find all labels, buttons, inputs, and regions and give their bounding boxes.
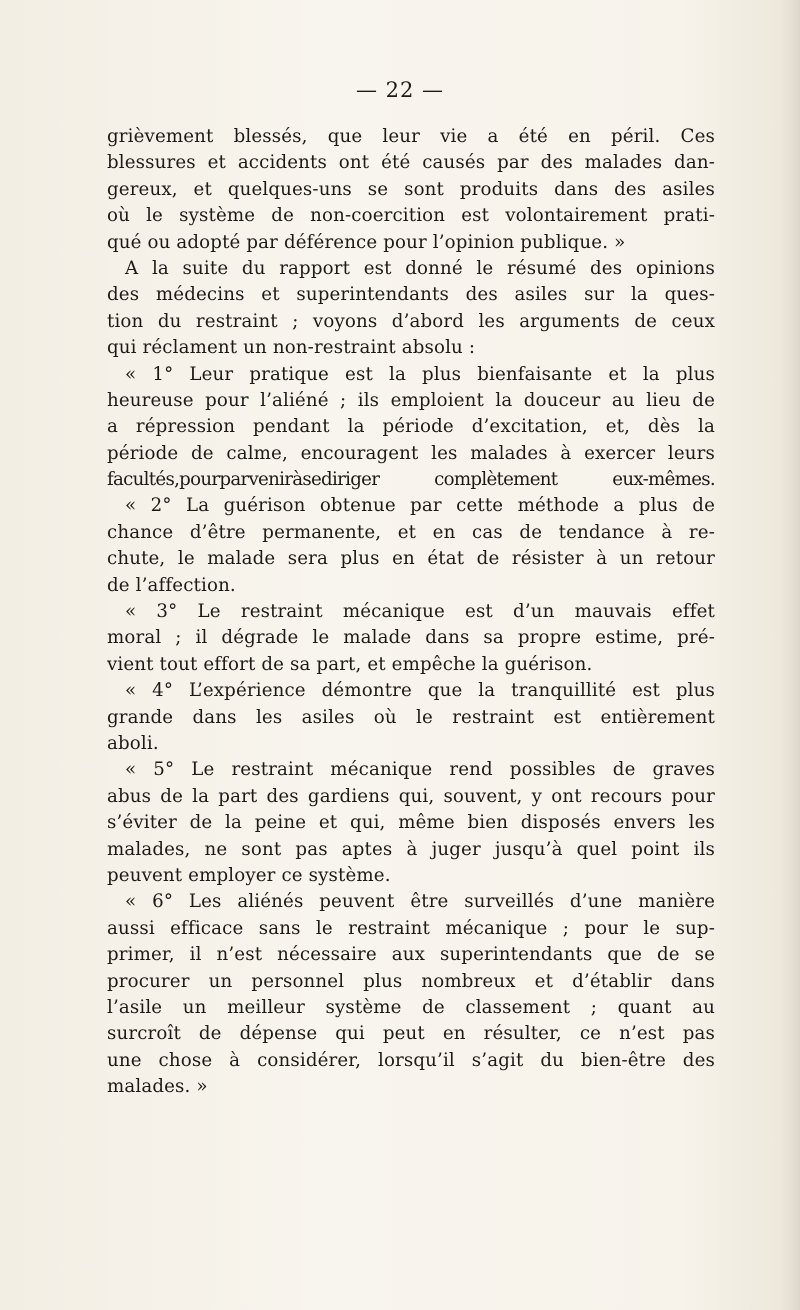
body-text — [107, 124, 715, 1100]
text-line: grièvement blessés, que leur vie a été en péril. Ces — [107, 126, 715, 147]
text-line: procurer un personnel plus nombreux et d’établir dans — [107, 970, 715, 992]
text-line: chute, le malade sera plus en état de résister à un retour — [107, 548, 715, 570]
text-line: abus de la part des gardiens qui, souvent, y ont recours pour — [107, 785, 715, 807]
text-line: « 1° Leur pratique est la plus bienfaisante et la plus — [125, 363, 715, 385]
text-line: vient tout effort de sa part, et empêche la guérison. — [107, 653, 593, 675]
text-line: heureuse pour l’aliéné ; ils emploient la douceur au lieu de — [107, 389, 715, 411]
text-line: tion du restraint ; voyons d’abord les arguments de ceux — [107, 310, 715, 332]
text-line: de l’affection. — [107, 574, 236, 596]
text-line: « 2° La guérison obtenue par cette méthode a plus de — [125, 495, 715, 517]
text-line: chance d’être permanente, et en cas de tendance à re- — [107, 521, 715, 543]
text-line: malades. » — [107, 1076, 208, 1098]
text-line: « 4° L’expérience démontre que la tranquillité est plus — [125, 680, 715, 702]
text-line: blessures et accidents ont été causés par des malades dan- — [107, 152, 715, 174]
text-line: primer, il n’est nécessaire aux superintendants que de se — [107, 944, 715, 966]
text-line: « 5° Le restraint mécanique rend possibles de graves — [125, 759, 715, 781]
page-edge — [778, 0, 800, 1310]
text-line: qué ou adopté par déférence pour l’opinion publique. » — [107, 231, 626, 253]
text-line: peuvent employer ce système. — [107, 864, 391, 886]
text-line: malades, ne sont pas aptes à juger jusqu’à quel point ils — [107, 838, 715, 860]
text-line: s’éviter de la peine et qui, même bien disposés envers les — [107, 812, 715, 834]
text-line: qui réclament un non-restraint absolu : — [107, 337, 476, 359]
text-line: gereux, et quelques-uns se sont produits dans des asiles — [107, 178, 715, 200]
text-line: des médecins et superintendants des asiles sur la ques- — [107, 284, 715, 306]
text-line: facultés,pourparveniràsediriger complètement eux-mêmes. — [107, 469, 715, 491]
text-line: période de calme, encouragent les malades à exercer leurs — [107, 442, 715, 464]
text-line: surcroît de dépense qui peut en résulter, ce n’est pas — [107, 1023, 715, 1045]
text-line: aussi efficace sans le restraint mécanique ; pour le sup- — [107, 917, 715, 939]
text-line: l’asile un meilleur système de classement ; quant au — [107, 996, 715, 1018]
text-line: où le système de non-coercition est volontairement prati- — [107, 205, 715, 227]
text-line: « 3° Le restraint mécanique est d’un mauvais effet — [125, 601, 715, 623]
text-line: moral ; il dégrade le malade dans sa propre estime, pré- — [107, 627, 715, 649]
text-line: grande dans les asiles où le restraint est entièrement — [107, 706, 715, 728]
page-number: — 22 — — [355, 78, 445, 102]
text-line: A la suite du rapport est donné le résumé des opinions — [125, 257, 715, 279]
text-line: une chose à considérer, lorsqu’il s’agit du bien-être des — [107, 1049, 715, 1071]
text-line: « 6° Les aliénés peuvent être surveillés d’une manière — [125, 891, 715, 913]
text-line: aboli. — [107, 732, 159, 754]
text-line: a répression pendant la période d’excitation, et, dès la — [107, 416, 715, 438]
